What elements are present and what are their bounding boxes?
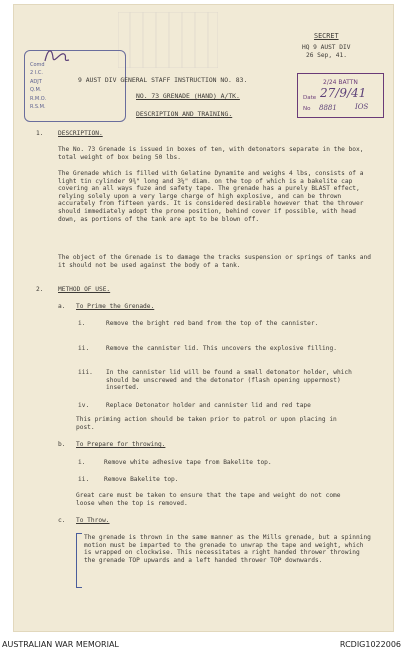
subsection-a-heading: To Prime the Grenade.	[76, 303, 155, 310]
b-item-2-text: Remove Bakelite top.	[104, 476, 179, 483]
stamp-line-2ic: 2 I.C.	[30, 70, 43, 77]
instruction-number: 9 AUST DIV GENERAL STAFF INSTRUCTION NO. 83.	[78, 76, 248, 84]
stamp-unit: 2/24 BATTN	[323, 79, 358, 86]
footer-record-id: RCDIG1022006	[339, 640, 401, 649]
section-1-para-2: The Grenade which is filled with Gelatine Dynamite and weighs 4 lbs, consists of a light tin cylinder 9¾" long and 3¼" diam. on the top of which is a bakelite cap covering an all ways fuze and safety tape. The grenade has a purely BLAST effect, relying solely upon a very large charge of high explosive, and can be thrown accurately from fifteen yards. It is considered desirable however that the thrower should immediately adopt the prone position, behind cover if possible, with head down, as portions of the tank are apt to be blown off.	[58, 170, 364, 223]
subsection-c-heading: To Throw.	[76, 517, 110, 524]
stamp-handwritten-code: IOS	[355, 103, 369, 111]
stamp-line-rmo: R.M.O.	[30, 95, 47, 102]
subsection-a-label: a.	[58, 303, 66, 310]
secret-classification: SECRET	[314, 32, 339, 40]
a-item-2-number: ii.	[78, 345, 90, 352]
a-item-4-text: Replace Detonator holder and cannister lid and red tape	[106, 402, 311, 409]
a-item-4-number: iv.	[78, 402, 90, 409]
subsection-b-heading: To Prepare for throwing.	[76, 441, 166, 448]
b-item-1-text: Remove white adhesive tape from Bakelite top.	[104, 459, 272, 466]
b-caution-note: Great care must be taken to ensure that the tape and weight do not come loose when the top is removed.	[76, 492, 341, 507]
a-item-1-number: i.	[78, 320, 86, 327]
a-priming-note: This priming action should be taken prior to patrol or upon placing in post.	[76, 416, 337, 431]
section-1-para-1: The No. 73 Grenade is issued in boxes of ten, with detonators separate in the box, total weight of box being 50 lbs.	[58, 146, 364, 161]
stamp-no-label: No	[303, 106, 311, 112]
archive-footer	[0, 636, 405, 654]
stamp-date-label: Date	[303, 95, 317, 101]
b-item-1-number: i.	[78, 459, 86, 466]
handwritten-initials	[42, 46, 72, 70]
document-title: NO. 73 GRENADE (HAND) A/TK.	[136, 92, 240, 100]
document-subtitle: DESCRIPTION AND TRAINING.	[136, 110, 233, 118]
stamp-line-rsm: R.S.M.	[30, 104, 46, 111]
document-date: 26 Sep, 41.	[306, 52, 347, 59]
stamp-no-value: 8881	[319, 104, 337, 112]
section-2-heading: METHOD OF USE.	[58, 286, 111, 293]
section-1-heading: DESCRIPTION.	[58, 130, 103, 137]
stamp-line-qm: Q.M.	[30, 87, 42, 94]
stamp-line-comd: Comd	[30, 62, 45, 68]
section-1-para-3: The object of the Grenade is to damage the tracks suspension or springs of tanks and it should not be used against the body of a tank.	[58, 254, 371, 269]
subsection-b-label: b.	[58, 441, 66, 448]
faint-grid-watermark	[118, 12, 218, 68]
subsection-c-label: c.	[58, 517, 66, 524]
stamp-date-value: 27/9/41	[320, 86, 367, 100]
section-2-number: 2.	[36, 286, 44, 293]
stamp-line-adjt: ADJT	[30, 78, 42, 85]
a-item-3-text: In the cannister lid will be found a small detonator holder, which should be unscrewed and the detonator (flash opening uppermost) inserted.	[106, 369, 352, 392]
b-item-2-number: ii.	[78, 476, 90, 483]
margin-bracket-mark	[76, 533, 82, 588]
hq-line: HQ 9 AUST DIV	[302, 44, 351, 51]
section-1-number: 1.	[36, 130, 44, 137]
a-item-2-text: Remove the cannister lid. This uncovers the explosive filling.	[106, 345, 337, 352]
a-item-1-text: Remove the bright red band from the top of the cannister.	[106, 320, 319, 327]
footer-source: AUSTRALIAN WAR MEMORIAL	[2, 640, 119, 649]
c-throw-text: The grenade is thrown in the same manner as the Mills grenade, but a spinning motion must be imparted to the grenade to unwrap the tape and weight, which is wrapped on clockwise. This necessitates a right handed thrower throwing the grenade TOP upwards and a left handed thrower TOP downwards.	[84, 534, 371, 564]
a-item-3-number: iii.	[78, 369, 93, 376]
